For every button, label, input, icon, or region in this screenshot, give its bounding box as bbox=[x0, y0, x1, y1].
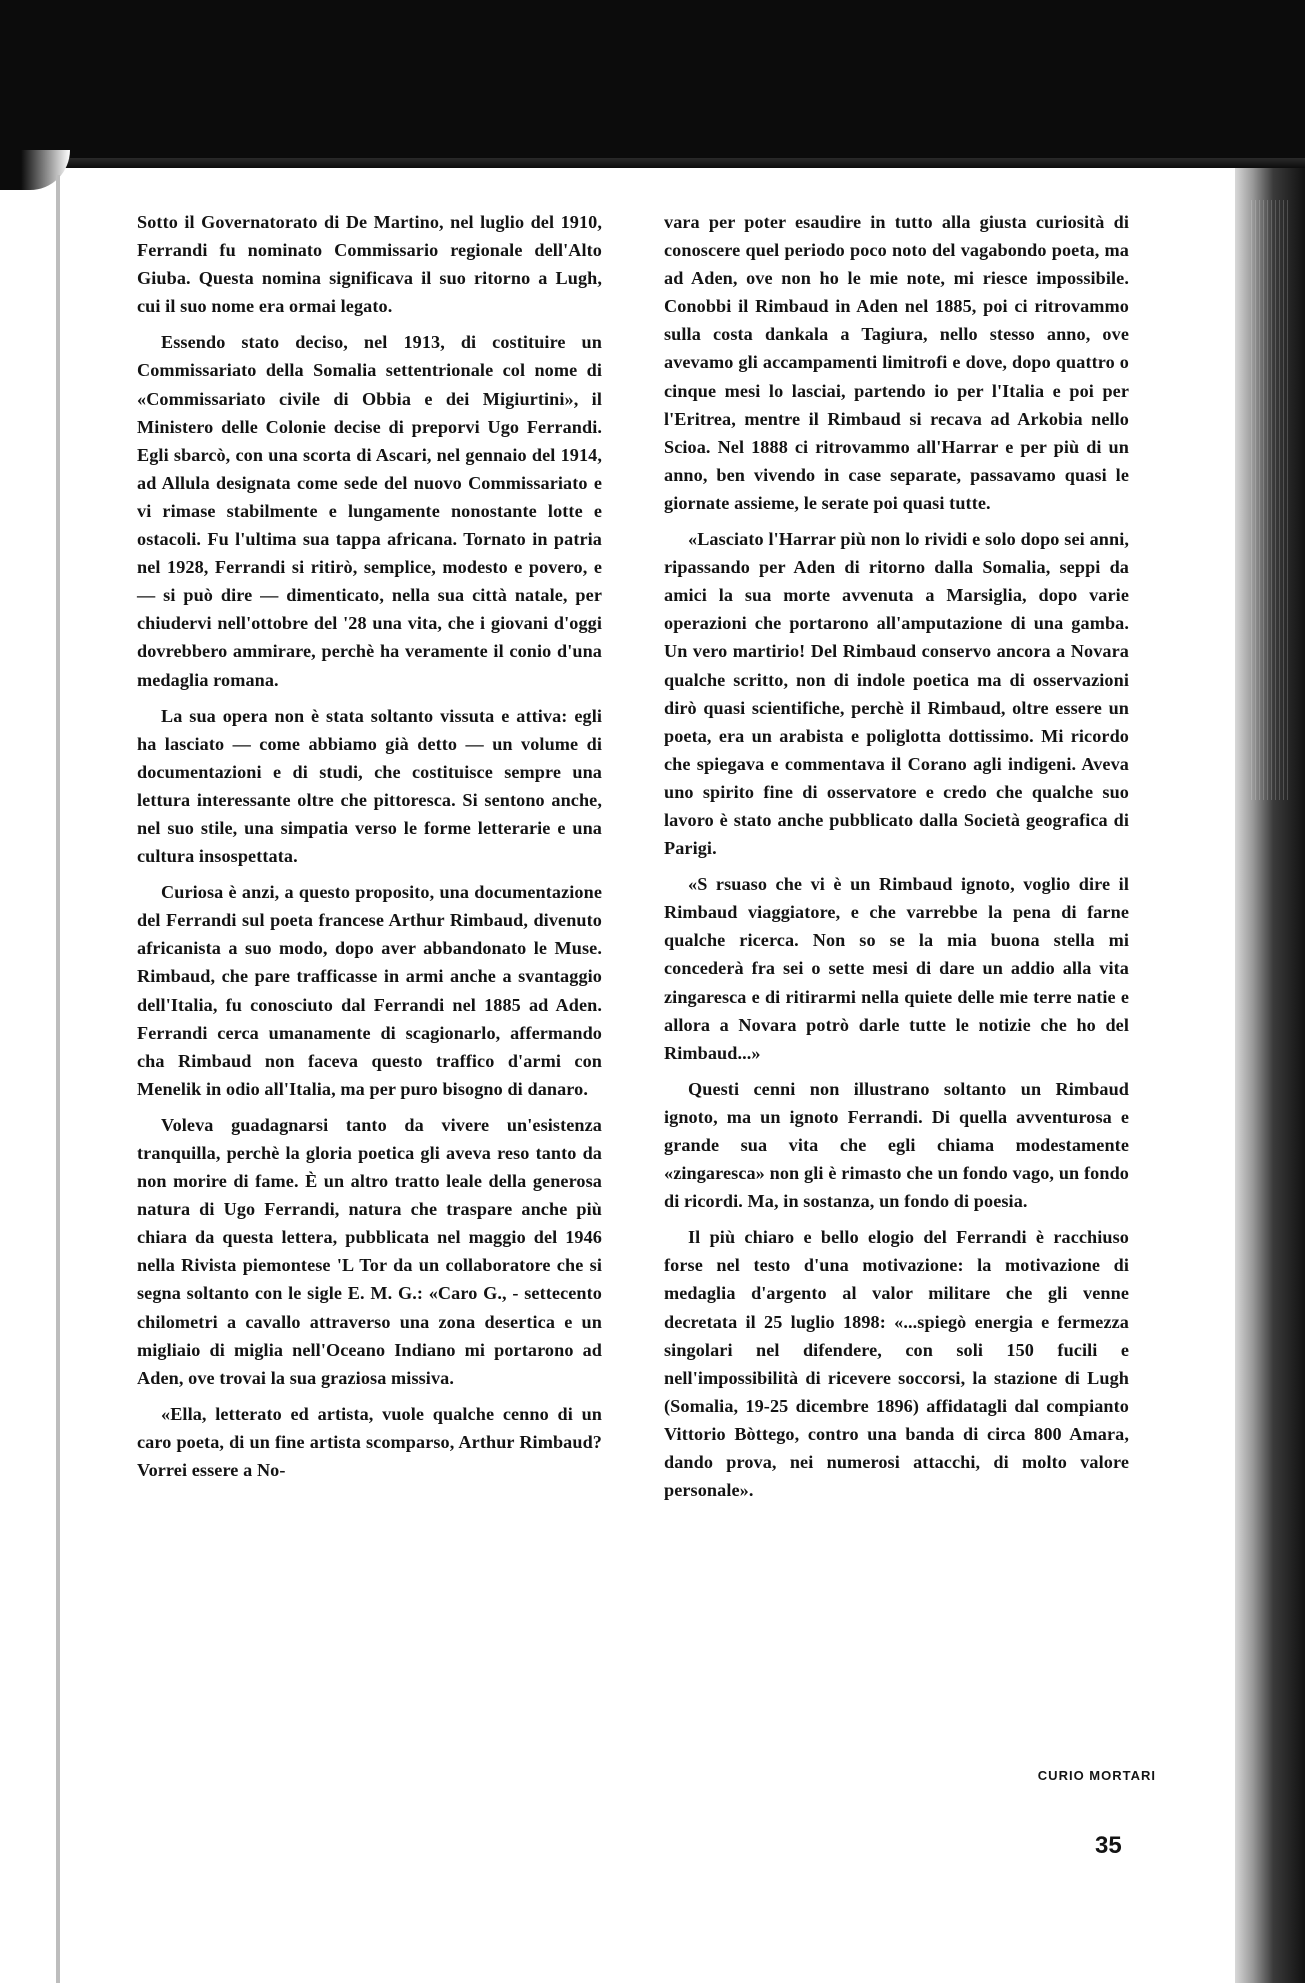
author-signature: CURIO MORTARI bbox=[1037, 1768, 1156, 1783]
scan-page-stack-right bbox=[1248, 200, 1288, 800]
paragraph: «Ella, letterato ed artista, vuole qualche cenno di un caro poeta, di un fine artista scomparso, Arthur Rimbaud? Vorrei essere a No- bbox=[137, 1403, 602, 1481]
paragraph: «Lasciato l'Harrar più non lo rividi e solo dopo sei anni, ripassando per Aden di ritorno dalla Somalia, seppi da amici la sua morte avvenuta a Marsiglia, dopo varie operazioni che portarono all'amputazione di una gamba. Un vero martirio! Del Rimbaud conservo ancora a Novara qualche scritto, non di indole poetica ma di osservazioni dirò quasi scientifiche, perchè il Rimbaud, oltre essere un poeta, era un arabista e poliglotta dottissimo. Mi ricordo che spiegava e commentava il Corano agli indigeni. Aveva uno spirito fine di osservatore e credo che qualche suo lavoro è stato anche pubblicato dalla Società geografica di Parigi. bbox=[664, 529, 1129, 859]
paragraph: vara per poter esaudire in tutto alla giusta curiosità di conoscere quel periodo poco noto del vagabondo poeta, ma ad Aden, ove non ho le mie note, mi riesce impossibile. Conobbi il Rimbaud in Aden nel 1885, poi ci ritrovammo sulla costa dankala a Tagiura, nello stesso anno, ove avevamo gli accampamenti limitrofi e dove, dopo quattro o cinque mesi lo lasciai, partendo io per l'Italia e poi per l'Eritrea, mentre il Rimbaud si recava ad Arkobia nello Scioa. Nel 1888 ci ritrovammo all'Harrar e per più di un anno, ben vivendo in case separate, passavamo quasi le giornate assieme, le serate poi quasi tutte. bbox=[664, 212, 1129, 513]
paragraph: Il più chiaro e bello elogio del Ferrandi è racchiuso forse nel testo d'una motivazione: la motivazione di medaglia d'argento al valor militare che gli venne decretata il 25 luglio 1898: «...spiegò energia e fermezza singolari nel difendere, con soli 150 fucili e nell'impossibilità di ricevere soccorsi, la stazione di Lugh (Somalia, 19-25 dicembre 1896) affidatagli dal compianto Vittorio Bòttego, contro una banda di circa 800 Amara, dando prova, nei numerosi attacchi, di molto valore personale». bbox=[664, 1227, 1129, 1501]
paragraph: Essendo stato deciso, nel 1913, di costituire un Commissariato della Somalia settentrionale col nome di «Commissariato civile di Obbia e dei Migiurtini», il Ministero delle Colonie decise di preporvi Ugo Ferrandi. Egli sbarcò, con una scorta di Ascari, nel gennaio del 1914, ad Allula designata come sede del nuovo Commissariato e vi rimase stabilmente e lungamente nonostante lotte e ostacoli. Fu l'ultima sua tappa africana. Tornato in patria nel 1928, Ferrandi si ritirò, semplice, modesto e povero, e — si può dire — dimenticato, nella sua città natale, per chiudervi nell'ottobre del '28 una vita, che i giovani d'oggi dovrebbero ammirare, perchè ha veramente il conio d'una medaglia romana. bbox=[137, 332, 602, 690]
paragraph: Questi cenni non illustrano soltanto un Rimbaud ignoto, ma un ignoto Ferrandi. Di quella avventurosa e grande sua vita che egli chiama modestamente «zingaresca» non gli è rimasto che un fondo vago, un fondo di ricordi. Ma, in sostanza, un fondo di poesia. bbox=[664, 1078, 1129, 1212]
left-text-column bbox=[137, 208, 602, 1492]
paragraph: La sua opera non è stata soltanto vissuta e attiva: egli ha lasciato — come abbiamo già detto — un volume di documentazioni e di studi, che costituisce sempre una lettura interessante oltre che pittoresca. Si sentono anche, nel suo stile, una simpatia verso le forme letterarie e una cultura insospettata. bbox=[137, 705, 602, 867]
scan-dark-border-top bbox=[0, 0, 1305, 168]
scan-page-edge-left bbox=[56, 175, 60, 1983]
paragraph: «S rsuaso che vi è un Rimbaud ignoto, voglio dire il Rimbaud viaggiatore, e che varrebbe la pena di farne qualche ricerca. Non so se la mia buona stella mi concederà fra sei o sette mesi di dare un addio alla vita zingaresca e di ritirarmi nella quiete delle mie terre natie e allora a Novara potrò darle tutte le notizie che ho del Rimbaud...» bbox=[664, 874, 1129, 1063]
paragraph: Sotto il Governatorato di De Martino, nel luglio del 1910, Ferrandi fu nominato Commissario regionale dell'Alto Giuba. Questa nomina significava il suo ritorno a Lugh, cui il suo nome era ormai legato. bbox=[137, 212, 602, 317]
page-number: 35 bbox=[1095, 1832, 1122, 1859]
paragraph: Voleva guadagnarsi tanto da vivere un'esistenza tranquilla, perchè la gloria poetica gli aveva reso tanto da non morire di fame. È un altro tratto leale della generosa natura di Ugo Ferrandi, natura che traspare anche più chiara da questa lettera, pubblicata nel maggio del 1946 nella Rivista piemontese 'L Tor da un collaboratore che si segna soltanto con le sigle E. M. G.: «Caro G., - settecento chilometri a cavallo attraverso una zona desertica e un migliaio di miglia nell'Oceano Indiano mi portarono ad Aden, ove trovai la sua graziosa missiva. bbox=[137, 1114, 602, 1388]
right-text-column bbox=[664, 208, 1129, 1512]
paragraph: Curiosa è anzi, a questo proposito, una documentazione del Ferrandi sul poeta francese Arthur Rimbaud, divenuto africanista a suo modo, dopo aver abbandonato le Muse. Rimbaud, che pare trafficasse in armi anche a svantaggio dell'Italia, fu conosciuto dal Ferrandi nel 1885 ad Aden. Ferrandi cerca umanamente di scagionarlo, affermando cha Rimbaud non faceva questo traffico d'armi con Menelik in odio all'Italia, ma per puro bisogno di danaro. bbox=[137, 882, 602, 1099]
